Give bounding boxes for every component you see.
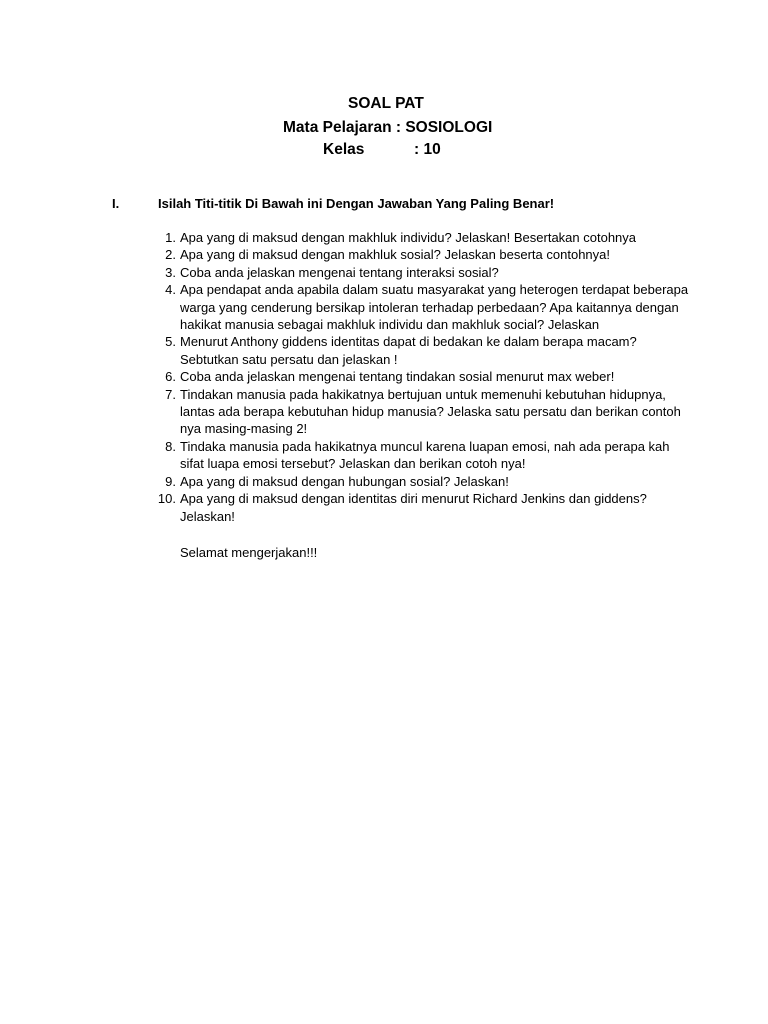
question-number: 5. (165, 334, 176, 350)
question-number: 6. (165, 369, 176, 385)
question-text-line: warga yang cenderung bersikap intoleran terhadap perbedaan? Apa kaitannya dengan (180, 299, 679, 315)
question-item (152, 386, 681, 438)
question-item (152, 333, 672, 368)
question-number: 9. (165, 473, 176, 489)
question-text-line: Sebtutkan satu persatu dan jelaskan ! (180, 351, 398, 367)
question-text-line: Apa yang di maksud dengan identitas diri menurut Richard Jenkins dan giddens? (180, 491, 647, 507)
question-text-line: Menurut Anthony giddens identitas dapat di bedakan ke dalam berapa macam? (180, 334, 637, 350)
question-text-line: lantas ada berapa kebutuhan hidup manusia? Jelaska satu persatu dan berikan contoh (180, 404, 681, 420)
question-item (152, 438, 672, 473)
question-text-line: sifat luapa emosi tersebut? Jelaskan dan berikan cotoh nya! (180, 456, 526, 472)
class-value: : 10 (414, 141, 441, 158)
question-list (152, 229, 689, 525)
question-text-line: Tindakan manusia pada hakikatnya bertujuan untuk memenuhi kebutuhan hidupnya, (180, 386, 666, 402)
subject-line: Mata Pelajaran : SOSIOLOGI (283, 119, 493, 136)
closing-text: Selamat mengerjakan!!! (180, 545, 318, 560)
question-text-line: hakikat manusia sebagai makhluk individu dan makhluk social? Jelaskan (180, 317, 600, 333)
question-item (152, 229, 672, 246)
question-item (152, 368, 672, 385)
question-number: 10. (157, 491, 176, 507)
question-number: 3. (165, 264, 176, 280)
class-label: Kelas (323, 141, 365, 158)
question-text-line: nya masing-masing 2! (180, 421, 308, 437)
question-number: 4. (165, 282, 176, 298)
question-item (152, 264, 672, 281)
question-number: 1. (165, 230, 176, 245)
question-text-line: Jelaskan! (180, 508, 235, 524)
question-number: 7. (165, 386, 176, 402)
exam-title: SOAL PAT (348, 95, 424, 112)
section-number: I. (112, 196, 120, 211)
question-number: 8. (165, 438, 176, 454)
question-text-line: Apa yang di maksud dengan makhluk sosial? Jelaskan beserta contohnya! (180, 247, 610, 263)
section-instruction: Isilah Titi-titik Di Bawah ini Dengan Jawaban Yang Paling Benar! (158, 196, 555, 211)
question-number: 2. (165, 247, 176, 263)
question-item (152, 490, 672, 525)
question-text-line: Apa pendapat anda apabila dalam suatu masyarakat yang heterogen terdapat beberapa (180, 282, 689, 298)
question-item (152, 281, 689, 333)
question-item (152, 473, 672, 490)
question-item (152, 246, 672, 263)
question-text-line: Apa yang di maksud dengan makhluk individu? Jelaskan! Besertakan cotohnya (180, 230, 637, 245)
question-text-line: Tindaka manusia pada hakikatnya muncul karena luapan emosi, nah ada perapa kah (180, 438, 670, 454)
question-text-line: Coba anda jelaskan mengenai tentang tindakan sosial menurut max weber! (180, 369, 615, 385)
question-text-line: Coba anda jelaskan mengenai tentang interaksi sosial? (180, 264, 499, 280)
question-text-line: Apa yang di maksud dengan hubungan sosial? Jelaskan! (180, 473, 509, 489)
